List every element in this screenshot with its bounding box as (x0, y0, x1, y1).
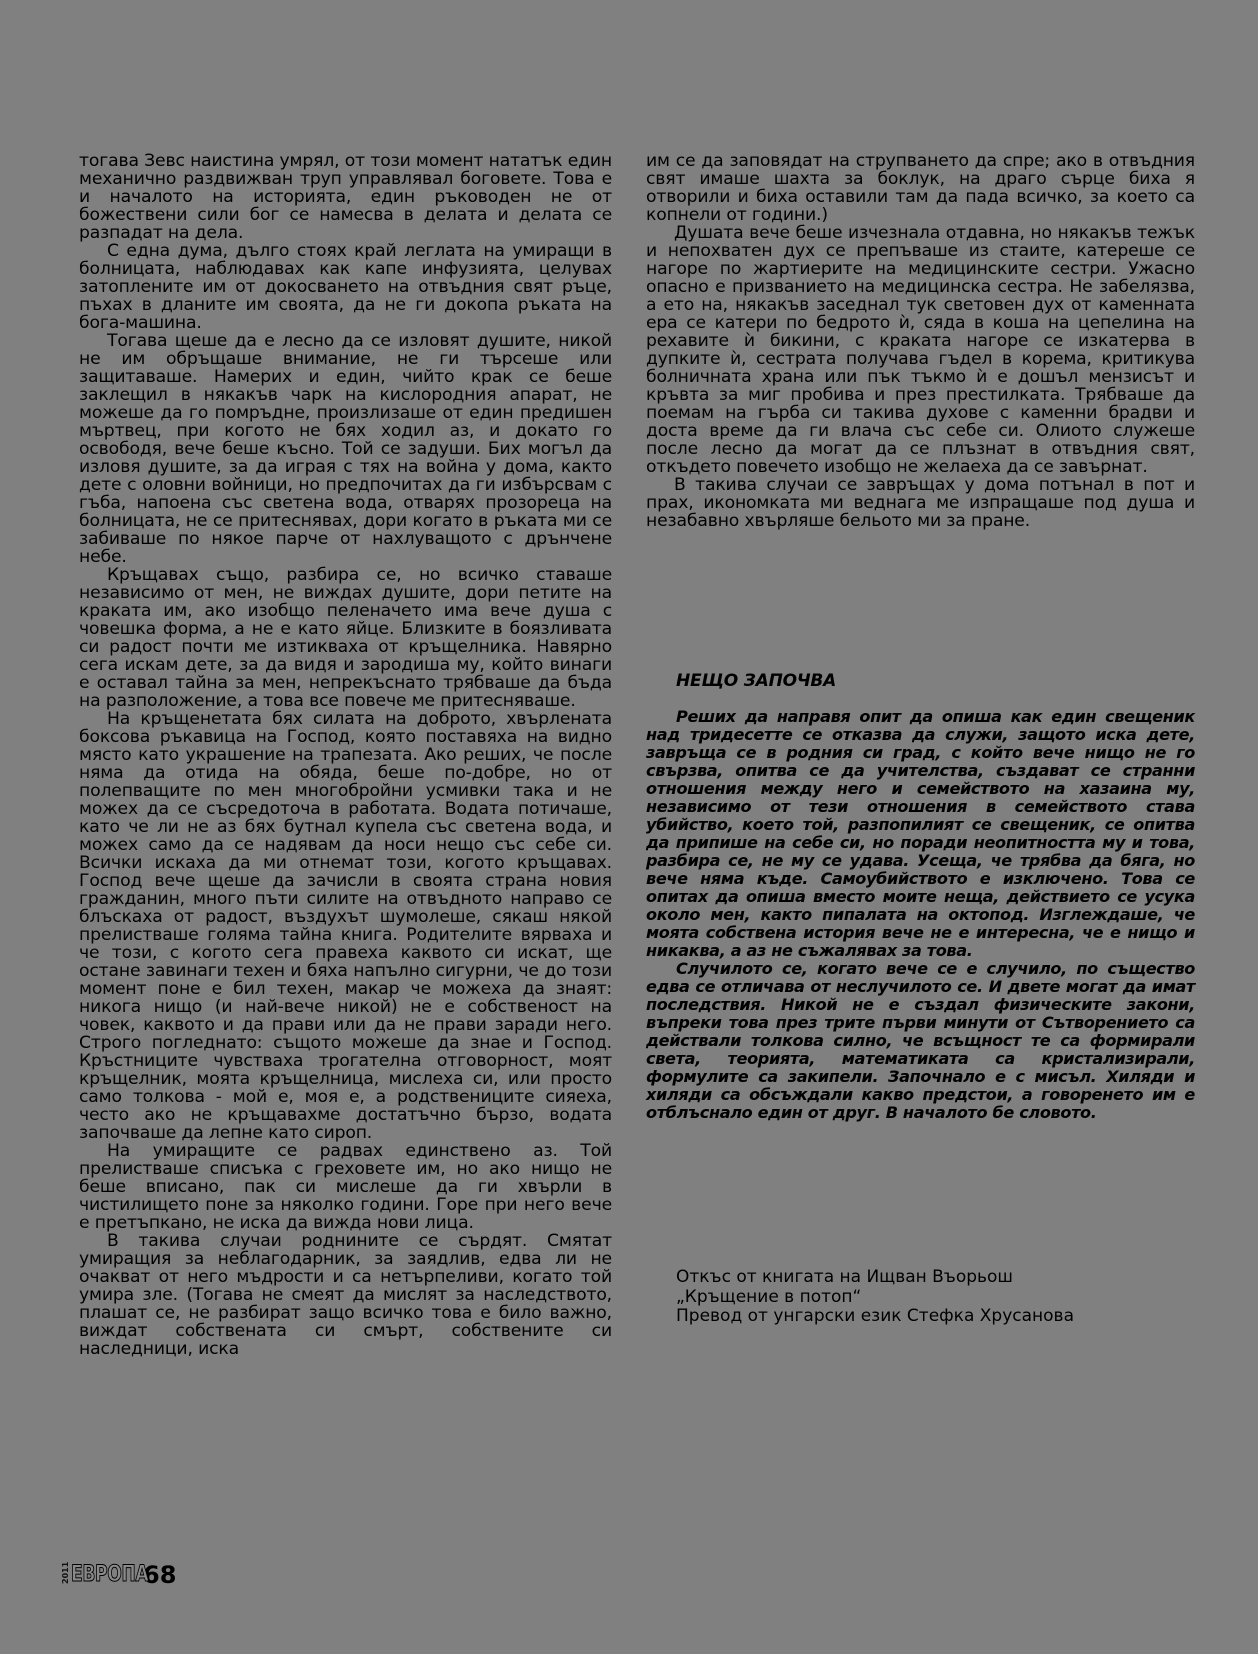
magazine-logo: ЕВРОПА (71, 1562, 149, 1587)
credit-source-line: Откъс от книгата на Ищван Въорьош (676, 1267, 1013, 1287)
section-heading: НЕЩО ЗАПОЧВА (676, 671, 837, 691)
paragraph: В такива случаи роднините се сърдят. Смятат умиращия за неблагодарник, за заядлив, едва ли не очакват от него мъдрости и са нетърпеливи, когато той умира зле. (Тогава не смеят да мислят за наследството, плашат се, не разбират защо всичко това е било важно, виждат собствената си смърт, собствените си наследници, иска (79, 1231, 612, 1359)
credit-book-title: „Кръщение в потоп“ (676, 1286, 862, 1307)
author-intro (646, 708, 1195, 1122)
page-number: 68 (143, 1561, 177, 1589)
page-footer (61, 1557, 176, 1587)
intro-paragraph: Реших да направя опит да опиша как един свещеник над тридесетте се отказва да служи, защото иска дете, завръща се в родния си град, с който вече нищо не го свързва, опитва се да учителства, създават се странни отношения между него и семейството на хазаина му, независимо от тези отношения в семейството става убийство, което той, разпопилият се свещеник, се опитва да припише на себе си, но поради неопитността му и това, разбира се, не му се удава. Усеща, че трябва да бяга, но вече няма къде. Самоубийството е изключено. Това се опитах да опиша вместо моите неща, действието се усука около мен, както пипалата на октопод. Изглеждаше, че моята собствена история вече не е интересна, че е нищо и никаква, а аз не съжалявах за това. (646, 707, 1195, 960)
paragraph: Кръщавах също, разбира се, но всичко ставаше независимо от мен, не виждах душите, дори петите на краката им, ако изобщо пеленачето има вече душа с човешка форма, а не е като яйце. Близките в боязливата си радост почти ме изтикваха от кръщелника. Навярно сега искам дете, за да видя и зародиша му, който винаги е оставал тайна за мен, непрекъснато трябваше да бъда на разположение, а това все повече ме притесняваше. (79, 565, 612, 711)
paragraph: им се да заповядат на струпването да спре; ако в отвъдния свят имаше шахта за боклук, на драго сърце биха я отворили и биха оставили там да пада всичко, за което са копнели от години.) (646, 151, 1195, 225)
article-right-column (646, 152, 1195, 530)
paragraph: Душата вече беше изчезнала отдавна, но някакъв тежък и непохватен дух се препъваше из стаите, катереше се нагоре по жартиерите на медицинските сестри. Ужасно опасно е призванието на медицинска сестра. Не забелязва, а ето на, някакъв заседнал тук световен дух от каменната ера се катери по бедрото ѝ, сяда в коша на цепелина на рехавите ѝ бикини, с краката нагоре се изкатерва в дупките ѝ, сестрата получава гъдел в корема, критикува болничната храна или пък тъкмо ѝ е дошъл мензисът и кръвта за миг пробива и през престилката. Трябваше да поемам на гърба си такива духове с каменни брадви и доста време да ги влача със себе си. Олиото служеше после лесно да могат да се плъзнат в отвъдния свят, откъдето повечето изобщо не желаеха да се завърнат. (646, 223, 1195, 477)
article-left-column (79, 152, 612, 1358)
paragraph: тогава Зевс наистина умрял, от този момент нататък един механично раздвижван труп управлявал боговете. Това е и началото на историята, един ръководен не от божествени сили бог се намесва в делата и делата се разпадат на дела. (79, 151, 612, 243)
intro-paragraph: Случилото се, когато вече се е случило, по същество едва се отличава от неслучилото се. И двете могат да имат последствия. Никой не е създал физическите закони, въпреки това през трите първи минути от Сътворението са действали толкова силно, че всъщност те са формирали света, теорията, математиката са кристализирали, формулите са закипели. Започнало е с мисъл. Хиляди и хиляди са обсъждали какво предстои, а говоренето им е отблъснало един от друг. В началото бе словото. (646, 959, 1195, 1122)
paragraph: На умиращите се радвах единствено аз. Той прелистваше списъка с греховете им, но ако нищо не беше вписано, пак си мислеше да ги хвърли в чистилището поне за няколко години. Горе при него вече е претъпкано, не иска да вижда нови лица. (79, 1141, 612, 1233)
paragraph: Тогава щеше да е лесно да се изловят душите, никой не им обръщаше внимание, не ги търсеше или защитаваше. Намерих и един, чийто крак се беше заклещил в някакъв чарк на кислородния апарат, не можеше да го помръдне, произлизаше от един предишен мъртвец, при когото не бях ходил аз, и докато го освободя, вече беше късно. Той се задуши. Бих могъл да изловя душите, за да играя с тях на война у дома, както дете с оловни войници, но предпочитах да ги избърсвам с гъба, напоена със светена вода, отварях прозореца на болницата, не се притеснявах, дори когато в ръката ми се забиваше по някое парче от нахлуващото с дрънчене небе. (79, 331, 612, 567)
paragraph: На кръщенетата бях силата на доброто, хвърлената боксова ръкавица на Господ, която поставяха на видно място като украшение на трапезата. Ако реших, че после няма да отида на обяда, беше по-добре, но от полепващите по мен многобройни усмивки така и не можех да се съсредоточа в работата. Водата потичаше, като че ли не аз бях бутнал купела със светена вода, и можех само да се надявам да носи нещо със себе си. Всички искаха да ми отнемат този, когото кръщавах. Господ вече щеше да зачисли в своята страна новия гражданин, много пъти силите на отвъдното направо се блъскаха от радост, въздухът шумолеше, сякаш някой прелистваше голяма тайна книга. Родителите вярваха и че този, с когото сега правеха каквото си искат, ще остане завинаги техен и бяха напълно сигурни, че до този момент поне е бил техен, макар че можеха да знаят: никога нищо (и най-вече никой) не е собственост на човек, каквото и да прави или да не прави заради него. Строго погледнато: същото можеше да знае и Господ. Кръстниците чувстваха трогателна отговорност, моят кръщелник, моята кръщелница, мислеха си, или просто само толкова - мой е, моя е, а родствениците сияеха, често ако не кръщавахме достатъчно бързо, водата започваше да лепне като сироп. (79, 709, 612, 1143)
issue-year: 2011 (61, 1561, 70, 1585)
paragraph: С една дума, дълго стоях край леглата на умиращи в болницата, наблюдавах как капе инфузията, целувах затоплените им от докосването на отвъдния свят ръце, пъхах в дланите им своята, да не ги докопа ръката на бога-машина. (79, 241, 612, 333)
source-credits (676, 1268, 1074, 1327)
paragraph: В такива случаи се завръщах у дома потънал в пот и прах, икономката ми веднага ме изпращаше под душа и незабавно хвърляше бельото ми за пране. (646, 475, 1195, 531)
credit-translator-line: Превод от унгарски език Стефка Хрусанова (676, 1306, 1074, 1326)
